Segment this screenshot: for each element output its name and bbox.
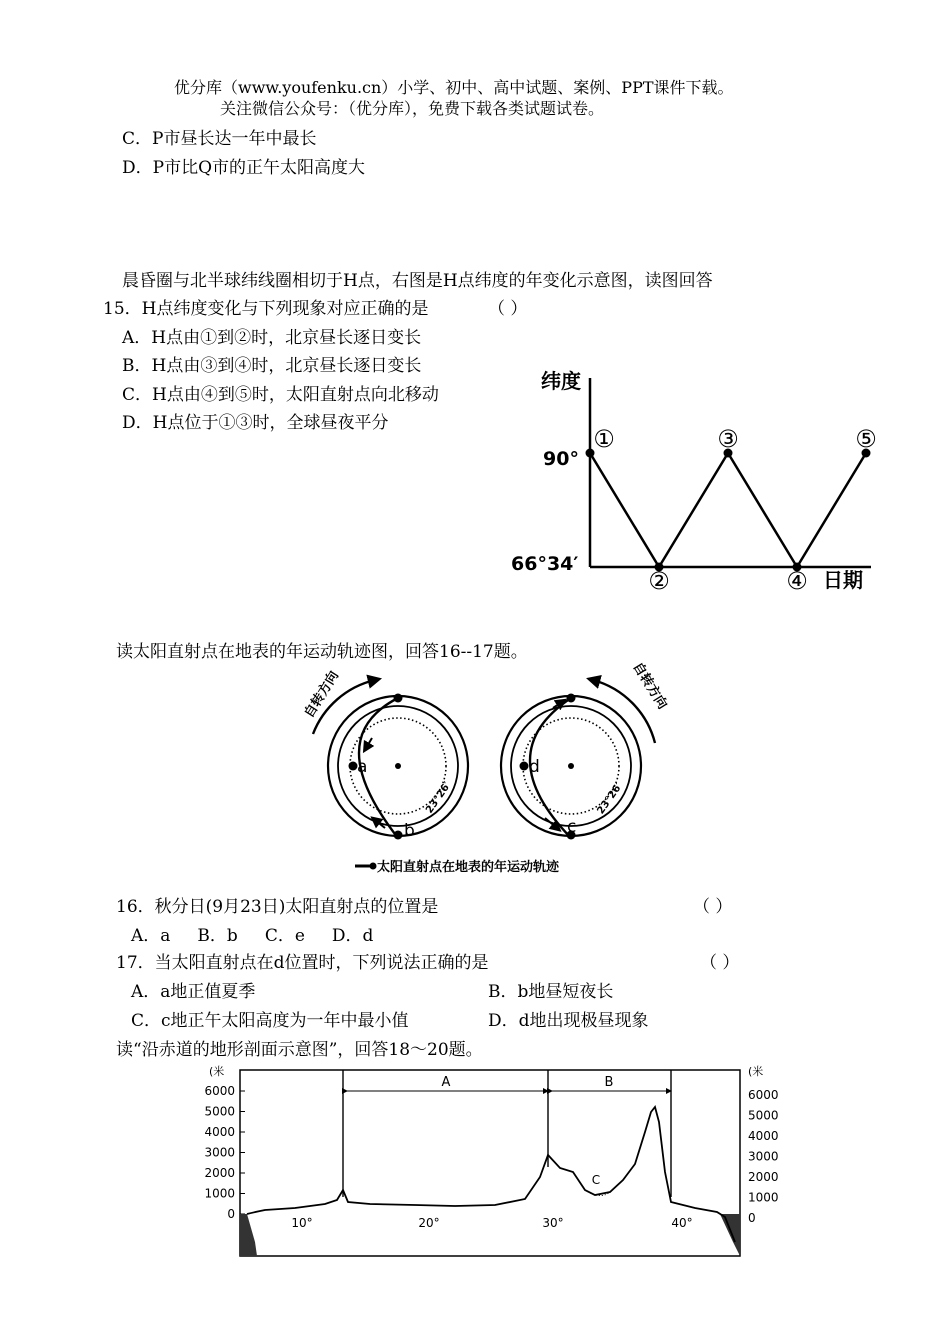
left-rotation-label: 自转方向 [301,668,343,721]
point-a-label: a [357,757,368,777]
q16-options: A．a B．b C．e D．d [131,926,374,946]
left-y-tick-4000: 4000 [204,1125,235,1139]
q17-option-d: D．d地出现极昼现象 [488,1011,649,1031]
q16-stem: 16．秋分日(9月23日)太阳直射点的位置是 [116,897,439,917]
profile-frame [240,1070,740,1256]
q15-answer-paren: （ ） [488,299,528,319]
left-globe [301,668,468,841]
latitude-series-line [590,453,866,567]
left-y-tick-5000: 5000 [204,1104,235,1119]
q15-option-a: A．H点由①到②时，北京昼长逐日变长 [122,328,422,348]
right-y-tick-0: 0 [748,1211,756,1225]
q14-option-c: C．P市昼长达一年中最长 [122,129,317,149]
left-unit: (米 [209,1065,225,1078]
x-tick-2: 20° [418,1216,440,1230]
q17-answer-paren: （ ） [700,953,740,973]
q15-option-c: C．H点由④到⑤时，太阳直射点向北移动 [122,385,439,405]
right-y-tick-4000: 4000 [748,1129,779,1143]
latitude-point-label-1: ① [593,425,615,453]
left-y-tick-2000: 2000 [204,1166,235,1180]
x-axis-label: 日期 [823,568,863,592]
latitude-chart [505,360,900,600]
point-c-label: c [567,817,577,837]
q15-option-d: D．H点位于①③时，全球昼夜平分 [122,413,389,433]
q17-option-b: B．b地昼短夜长 [488,982,614,1002]
right-y-tick-6000: 6000 [748,1088,779,1102]
q15-option-b: B．H点由③到④时，北京昼长逐日变长 [122,356,422,376]
sun-path-diagram [295,659,670,878]
x-tick-1: 10° [291,1216,313,1230]
right-y-tick-2000: 2000 [748,1170,779,1184]
header-line-2: 关注微信公众号：（优分库），免费下载各类试题试卷。 [220,99,605,118]
right-y-tick-3000: 3000 [748,1149,779,1164]
right-angle-label: 23°26′ [595,780,625,817]
h-point-intro: 晨昏圈与北半球纬线圈相切于H点，右图是H点纬度的年变化示意图，读图回答 [122,271,713,291]
x-tick-3: 30° [542,1216,564,1230]
latitude-point-label-2: ② [648,567,670,595]
q17-option-c: C．c地正午太阳高度为一年中最小值 [131,1011,409,1031]
region-b-label: B [604,1075,614,1090]
left-y-tick-0: 0 [227,1207,235,1221]
diagram-caption: 太阳直射点在地表的年运动轨迹 [377,860,560,875]
point-b-label: b [404,821,415,841]
region-c-label: C [591,1173,601,1187]
latitude-point-label-5: ⑤ [855,425,877,453]
y-tick-90: 90° [543,448,579,470]
right-y-tick-5000: 5000 [748,1108,779,1123]
q14-option-d: D．P市比Q市的正午太阳高度大 [122,158,366,178]
profile-intro: 读“沿赤道的地形剖面示意图”，回答18～20题。 [116,1040,483,1060]
q16-answer-paren: （ ） [693,897,733,917]
right-y-tick-1000: 1000 [748,1190,779,1205]
left-y-tick-3000: 3000 [204,1145,235,1160]
terrain-line [247,1107,735,1242]
y-axis-label: 纬度 [541,369,581,393]
left-angle-label: 23°26′ [424,780,454,816]
q17-stem: 17．当太阳直射点在d位置时，下列说法正确的是 [116,953,489,973]
header-line-1: 优分库（www.youfenku.cn）小学、初中、高中试题、案例、PPT课件下载。 [174,78,734,97]
point-d-label: d [529,757,540,777]
left-y-tick-1000: 1000 [204,1186,235,1201]
terrain-profile [195,1062,795,1262]
right-unit: (米 [748,1065,764,1078]
left-y-tick-6000: 6000 [204,1084,235,1098]
q15-stem: 15．H点纬度变化与下列现象对应正确的是 [103,299,429,319]
latitude-point-label-4: ④ [786,567,808,595]
region-a-label: A [441,1075,451,1090]
right-rotation-label: 自转方向 [629,659,670,712]
right-globe [501,659,671,839]
q17-option-a: A．a地正值夏季 [131,982,256,1002]
sun-path-intro: 读太阳直射点在地表的年运动轨迹图，回答16--17题。 [116,642,528,662]
x-tick-4: 40° [671,1216,693,1230]
y-tick-66: 66°34′ [511,553,579,575]
latitude-point-label-3: ③ [717,425,739,453]
